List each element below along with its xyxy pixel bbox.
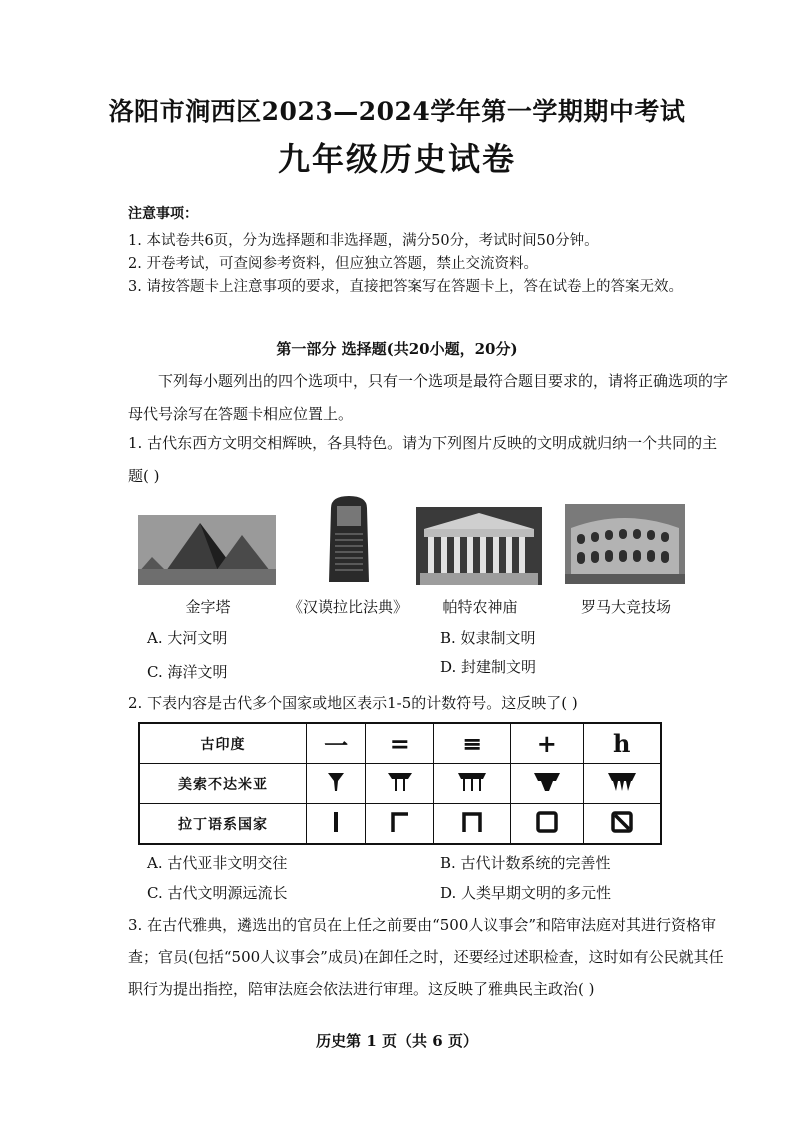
india-glyph-5: h [613, 729, 631, 758]
table-cell [434, 804, 511, 845]
table-cell [434, 764, 511, 804]
question-3-stem: 3. 在古代雅典，遴选出的官员在上任之前要由“500人议事会”和陪审法庭对其进行资格审查；官员(包括“500人议事会”成员)在卸任之时，还要经过述职检查，这时如有公民就其任职行为提出指控，陪审法庭会依法进行审理。这反映了雅典民主政治( ) [128, 916, 724, 998]
row-label-india: 古印度 [139, 723, 307, 764]
table-cell [434, 723, 511, 764]
cuneiform-2-icon [386, 771, 414, 793]
row-label-mesopotamia: 美索不达米亚 [139, 764, 307, 804]
caption-colosseum: 罗马大竞技场 [580, 598, 671, 616]
table-cell [366, 723, 434, 764]
q2-option-a: A. 古代亚非文明交往 [147, 854, 288, 872]
table-cell [307, 723, 366, 764]
table-cell [583, 804, 661, 845]
notice-heading: 注意事项： [128, 206, 198, 222]
notice-item-1: 1. 本试卷共6页，分为选择题和非选择题，满分50分，考试时间50分钟。 [128, 233, 599, 249]
table-cell [366, 764, 434, 804]
india-glyph-1: 一 [324, 731, 349, 760]
exam-subtitle: 九年级历史试卷 [277, 140, 516, 178]
india-glyph-3: ≡ [462, 729, 483, 758]
q1-option-c: C. 海洋文明 [147, 663, 228, 681]
row-label-latin: 拉丁语系国家 [139, 804, 307, 845]
latin-glyph-1-icon [331, 810, 341, 834]
table-cell [583, 764, 661, 804]
table-cell [366, 804, 434, 845]
latin-glyph-2-icon [390, 810, 410, 834]
notice-item-2: 2. 开卷考试，可查阅参考资料，但应独立答题，禁止交流资料。 [128, 256, 538, 272]
india-glyph-4: + [536, 729, 557, 758]
table-cell [511, 764, 583, 804]
exam-title: 洛阳市涧西区2023—2024学年第一学期期中考试 [108, 97, 686, 126]
table-cell [307, 764, 366, 804]
caption-parthenon: 帕特农神庙 [442, 598, 518, 616]
counting-symbols-table [138, 722, 662, 845]
cuneiform-5-icon [606, 771, 638, 793]
notice-item-3: 3. 请按答题卡上注意事项的要求，直接把答案写在答题卡上，答在试卷上的答案无效。 [128, 279, 683, 295]
pyramids-image [138, 515, 276, 585]
table-cell [583, 723, 661, 764]
table-cell [511, 723, 583, 764]
question-2-stem: 2. 下表内容是古代多个国家或地区表示1-5的计数符号。这反映了( ) [128, 694, 578, 712]
cuneiform-4-icon [532, 771, 562, 793]
colosseum-image [565, 504, 685, 584]
q1-option-b: B. 奴隶制文明 [440, 629, 536, 647]
india-glyph-2: = [389, 729, 410, 758]
cuneiform-3-icon [456, 771, 488, 793]
q2-option-b: B. 古代计数系统的完善性 [440, 854, 611, 872]
table-cell [307, 804, 366, 845]
caption-pyramids: 金字塔 [185, 598, 231, 616]
code-of-hammurabi-image [327, 496, 371, 584]
caption-hammurabi: 《汉谟拉比法典》 [287, 598, 408, 616]
table-cell [511, 804, 583, 845]
section-heading: 第一部分 选择题(共20小题，20分) [276, 340, 518, 358]
table-row [139, 804, 661, 845]
q2-option-d: D. 人类早期文明的多元性 [440, 884, 612, 902]
q1-option-d: D. 封建制文明 [440, 658, 537, 676]
table-row [139, 723, 661, 764]
latin-glyph-3-icon [461, 810, 483, 834]
question-1-stem: 1. 古代东西方文明交相辉映，各具特色。请为下列图片反映的文明成就归纳一个共同的主题( ) [128, 434, 718, 485]
table-row [139, 764, 661, 804]
latin-glyph-4-icon [535, 810, 559, 834]
latin-glyph-5-icon [610, 810, 634, 834]
section-instruction: 下列每小题列出的四个选项中，只有一个选项是最符合题目要求的，请将正确选项的字母代号涂写在答题卡相应位置上。 [128, 372, 729, 423]
page-footer: 历史第 1 页（共 6 页） [316, 1032, 478, 1050]
parthenon-image [416, 507, 542, 585]
q1-option-a: A. 大河文明 [147, 629, 228, 647]
q2-option-c: C. 古代文明源远流长 [147, 884, 288, 902]
cuneiform-1-icon [326, 771, 346, 793]
